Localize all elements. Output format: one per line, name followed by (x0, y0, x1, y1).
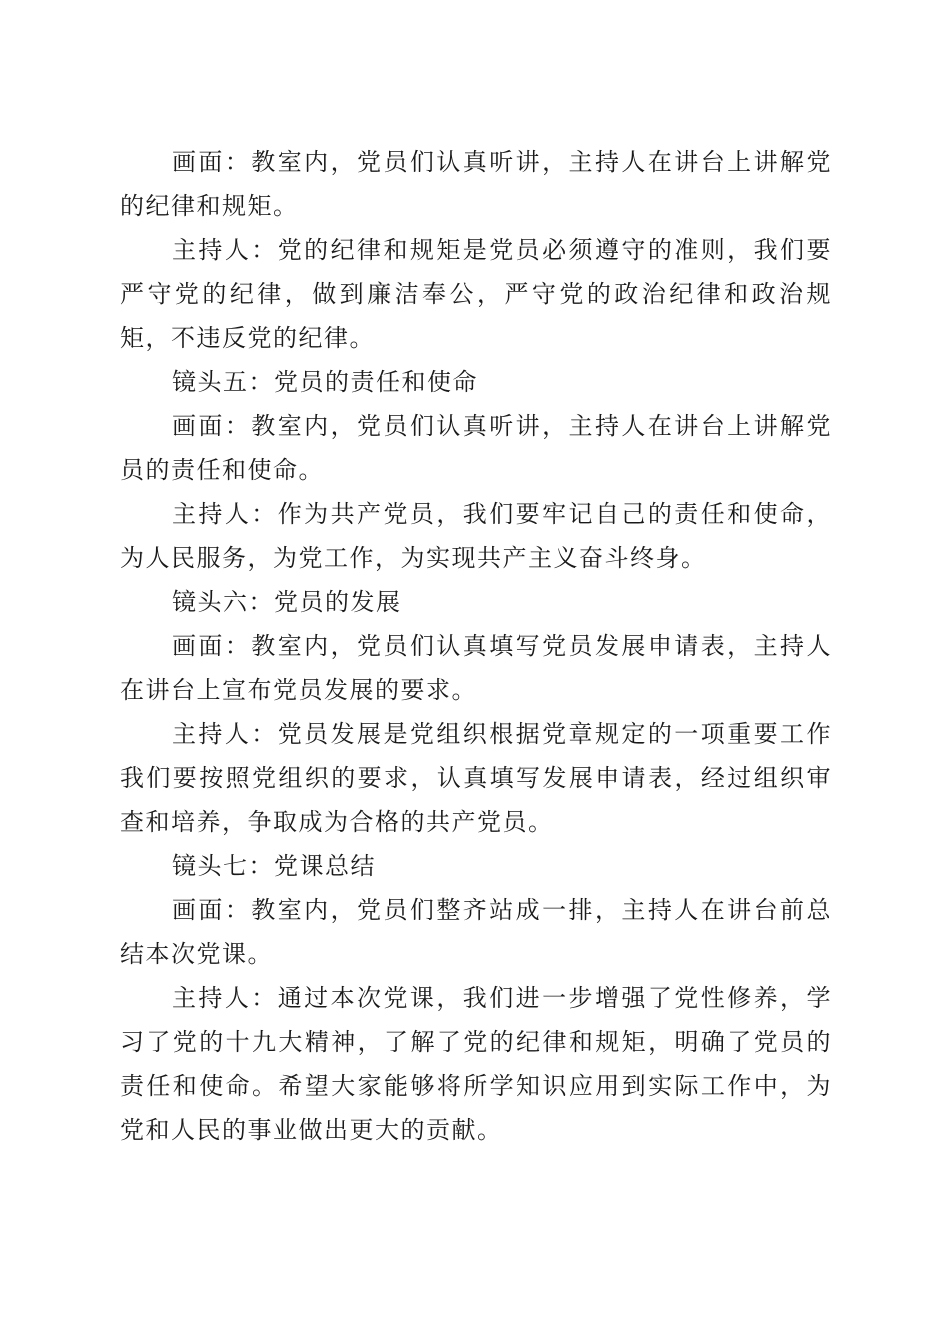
scene-paragraph: 画面：教室内，党员们认真听讲，主持人在讲台上讲解党的纪律和规矩。 (120, 148, 832, 220)
scene-paragraph: 画面：教室内，党员们认真填写党员发展申请表，主持人在讲台上宣布党员发展的要求。 (120, 632, 832, 704)
host-paragraph: 主持人：通过本次党课，我们进一步增强了党性修养，学习了党的十九大精神，了解了党的纪律和规矩，明确了党员的责任和使命。希望大家能够将所学知识应用到实际工作中，为党和人民的事业做出更大的贡献。 (120, 984, 832, 1144)
document-page (120, 140, 832, 1152)
host-paragraph: 主持人：党的纪律和规矩是党员必须遵守的准则，我们要严守党的纪律，做到廉洁奉公，严守党的政治纪律和政治规矩，不违反党的纪律。 (120, 236, 832, 352)
host-paragraph: 主持人：作为共产党员，我们要牢记自己的责任和使命，为人民服务，为党工作，为实现共产主义奋斗终身。 (120, 500, 832, 572)
scene-paragraph: 画面：教室内，党员们整齐站成一排，主持人在讲台前总结本次党课。 (120, 896, 832, 968)
host-paragraph: 主持人：党员发展是党组织根据党章规定的一项重要工作我们要按照党组织的要求，认真填写发展申请表，经过组织审查和培养，争取成为合格的共产党员。 (120, 720, 832, 836)
scene-paragraph: 画面：教室内，党员们认真听讲，主持人在讲台上讲解党员的责任和使命。 (120, 412, 832, 484)
shot-heading: 镜头六：党员的发展 (172, 588, 402, 616)
shot-heading: 镜头五：党员的责任和使命 (172, 368, 478, 396)
shot-heading: 镜头七：党课总结 (172, 852, 376, 880)
